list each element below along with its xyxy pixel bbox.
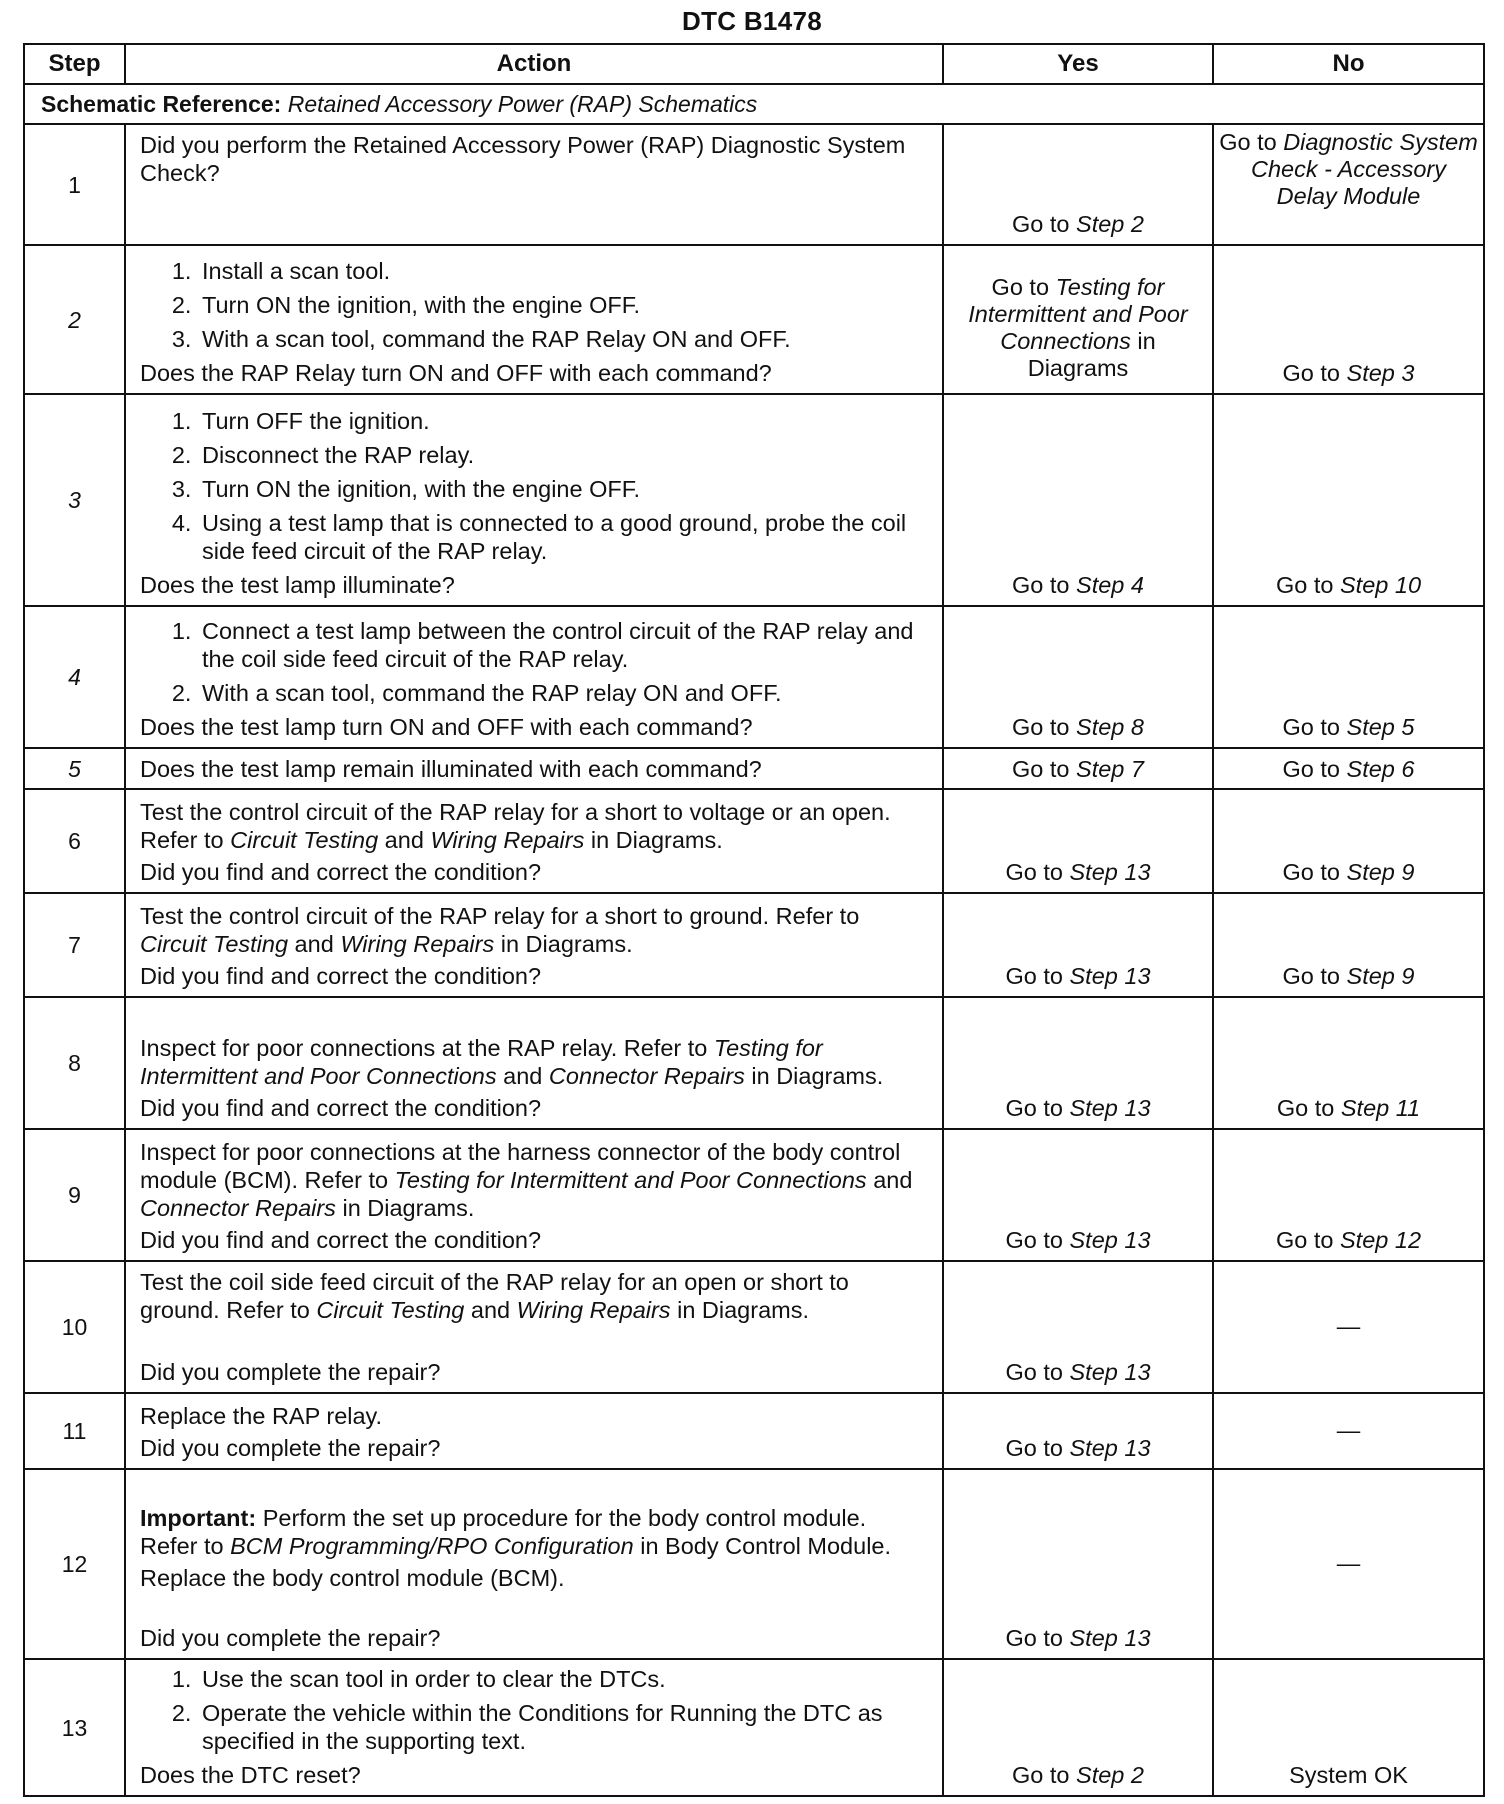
action-text [140, 1138, 930, 1222]
table-row [24, 1659, 1484, 1796]
goto-text: Go to [1005, 1095, 1070, 1121]
schematic-reference [24, 84, 1484, 124]
action-text [140, 902, 930, 958]
action-steps [140, 257, 930, 353]
yes-cell [943, 1261, 1213, 1393]
step-number: 13 [24, 1659, 125, 1796]
goto-text: Go to [1282, 963, 1347, 989]
action-cell [125, 245, 943, 394]
action-cell [125, 1469, 943, 1659]
table-row [24, 394, 1484, 606]
schematic-label: Schematic Reference: [41, 91, 282, 117]
question-text: Did you perform the Retained Accessory Power (RAP) Diagnostic System Check? [140, 132, 906, 186]
conjunction-text: and [866, 1167, 913, 1193]
action-text-body: Inspect for poor connections at the RAP relay. Refer to [140, 1035, 714, 1061]
no-link[interactable]: Step 12 [1340, 1227, 1422, 1253]
yes-link[interactable]: Step 7 [1076, 755, 1144, 782]
goto-text: Go to [1275, 1227, 1340, 1253]
reference-link[interactable]: Connector Repairs [548, 1063, 745, 1089]
yes-cell [943, 1393, 1213, 1469]
yes-cell [943, 394, 1213, 606]
yes-cell [943, 606, 1213, 748]
no-cell [1213, 1469, 1484, 1659]
question-text: Did you complete the repair? [140, 1359, 441, 1385]
dash-text: — [1336, 1550, 1361, 1576]
reference-link[interactable]: Wiring Repairs [516, 1297, 671, 1323]
spacer [140, 1328, 930, 1358]
list-item: 2. Disconnect the RAP relay. [198, 441, 930, 469]
goto-text: Go to [1282, 859, 1347, 885]
action-text [140, 1268, 930, 1324]
question-text: Did you complete the repair? [140, 1625, 441, 1651]
important-text: Perform the set up procedure for the body control module. Refer to [140, 1505, 867, 1559]
spacer [140, 1596, 930, 1624]
step-number: 10 [24, 1261, 125, 1393]
step-number: 1 [24, 124, 125, 245]
no-cell [1213, 789, 1484, 893]
yes-cell [943, 1129, 1213, 1261]
question-text: Did you find and correct the condition? [140, 859, 542, 885]
list-item: 1. Install a scan tool. [198, 257, 930, 285]
step-number: 4 [24, 606, 125, 748]
table-row [24, 245, 1484, 394]
no-cell [1213, 606, 1484, 748]
table-row [24, 1129, 1484, 1261]
list-item: 4. Using a test lamp that is connected to a good ground, probe the coil side feed circuit of the RAP relay. [198, 509, 930, 565]
step-number: 12 [24, 1469, 125, 1659]
table-row [24, 1469, 1484, 1659]
no-link[interactable]: Diagnostic System Check - Accessory Delay Module [1250, 129, 1478, 209]
yes-link[interactable]: Step 13 [1069, 1435, 1151, 1461]
dash-text: — [1336, 1417, 1361, 1443]
no-link[interactable]: Step 11 [1340, 1095, 1421, 1121]
goto-text: Go to [1012, 755, 1077, 782]
yes-link[interactable]: Step 2 [1076, 1762, 1144, 1788]
table-row [24, 789, 1484, 893]
header-action: Action [125, 44, 943, 84]
page-title: DTC B1478 [682, 6, 822, 36]
reference-link[interactable]: Circuit Testing [230, 827, 379, 853]
yes-link[interactable]: Step 8 [1076, 714, 1144, 740]
system-ok-text: System OK [1289, 1762, 1408, 1788]
yes-link[interactable]: Step 13 [1069, 1359, 1151, 1385]
yes-cell [943, 1469, 1213, 1659]
action-text-body: Test the control circuit of the RAP relay for a short to ground. Refer to [140, 903, 860, 929]
list-item: 1. Use the scan tool in order to clear the DTCs. [198, 1665, 930, 1693]
no-cell [1213, 893, 1484, 997]
reference-link[interactable]: Circuit Testing [316, 1297, 465, 1323]
no-cell [1213, 394, 1484, 606]
no-link[interactable]: Step 10 [1340, 572, 1422, 598]
reference-link[interactable]: Wiring Repairs [340, 931, 495, 957]
header-no: No [1213, 44, 1484, 84]
goto-text: Go to [1012, 211, 1077, 237]
dash-text: — [1336, 1313, 1361, 1339]
action-text-tail: in Diagrams. [584, 827, 723, 853]
goto-text: Go to [991, 274, 1056, 300]
step-number: 6 [24, 789, 125, 893]
goto-text: Go to [1005, 1625, 1070, 1651]
goto-text: Go to [1012, 1762, 1077, 1788]
goto-text: Go to [1005, 963, 1070, 989]
question-text: Does the RAP Relay turn ON and OFF with each command? [140, 360, 772, 386]
action-cell [125, 606, 943, 748]
yes-cell [943, 789, 1213, 893]
action-text: Replace the body control module (BCM). [140, 1565, 565, 1591]
yes-link[interactable]: Step 13 [1069, 1227, 1151, 1253]
yes-cell [943, 1659, 1213, 1796]
goto-text: Go to [1282, 360, 1347, 386]
action-cell [125, 124, 943, 245]
table-row [24, 606, 1484, 748]
goto-text: Go to [1282, 714, 1347, 740]
yes-cell [943, 245, 1213, 394]
action-cell [125, 893, 943, 997]
important-tail: in Body Control Module. [633, 1533, 892, 1559]
yes-link[interactable]: Step 13 [1069, 1095, 1151, 1121]
action-text-tail: in Diagrams. [744, 1063, 884, 1089]
no-link[interactable]: Step 5 [1346, 714, 1415, 740]
table-row [24, 997, 1484, 1129]
reference-link[interactable]: Wiring Repairs [430, 827, 585, 853]
goto-text: Go to [1005, 859, 1070, 885]
no-cell [1213, 1393, 1484, 1469]
question-text: Does the test lamp remain illuminated with each command? [140, 755, 762, 782]
action-text-body: Inspect for poor connections at the harness connector of the body control module (BCM). Refer to [140, 1139, 901, 1193]
conjunction-text: and [288, 931, 341, 957]
list-item: 1. Turn OFF the ignition. [198, 407, 930, 435]
diagnostic-table [23, 43, 1485, 1797]
list-item: 3. Turn ON the ignition, with the engine OFF. [198, 475, 930, 503]
action-steps [140, 617, 930, 707]
action-cell [125, 1393, 943, 1469]
yes-link[interactable]: Step 13 [1069, 963, 1151, 989]
action-cell [125, 1129, 943, 1261]
important-label: Important: [140, 1505, 257, 1531]
action-text-tail: in Diagrams. [335, 1195, 475, 1221]
table-row [24, 893, 1484, 997]
yes-link[interactable]: Step 13 [1069, 859, 1151, 885]
action-text [140, 798, 930, 854]
no-cell [1213, 1129, 1484, 1261]
reference-link[interactable]: BCM Programming/RPO Configuration [230, 1533, 634, 1559]
yes-cell [943, 893, 1213, 997]
header-yes: Yes [943, 44, 1213, 84]
list-item: 3. With a scan tool, command the RAP Relay ON and OFF. [198, 325, 930, 353]
yes-cell [943, 124, 1213, 245]
list-item: 2. Turn ON the ignition, with the engine OFF. [198, 291, 930, 319]
no-cell [1213, 245, 1484, 394]
action-text: Replace the RAP relay. [140, 1403, 383, 1429]
action-cell [125, 748, 943, 789]
step-number: 7 [24, 893, 125, 997]
reference-link[interactable]: Circuit Testing [140, 931, 289, 957]
action-cell [125, 394, 943, 606]
action-text [140, 1034, 930, 1090]
no-cell [1213, 997, 1484, 1129]
no-link[interactable]: Step 9 [1346, 963, 1415, 989]
action-steps [140, 1665, 930, 1755]
question-text: Did you find and correct the condition? [140, 1227, 542, 1253]
reference-link[interactable]: Testing for Intermittent and Poor Connections [394, 1167, 867, 1193]
action-cell [125, 789, 943, 893]
schematic-link[interactable]: Retained Accessory Power (RAP) Schematics [287, 91, 758, 117]
goto-text: Go to [1012, 572, 1077, 598]
goto-text: Go to [1282, 755, 1347, 782]
no-cell [1213, 124, 1484, 245]
table-header-row [24, 44, 1484, 84]
yes-link[interactable]: Step 4 [1076, 572, 1144, 598]
no-cell [1213, 1659, 1484, 1796]
no-cell [1213, 748, 1484, 789]
schematic-reference-row [24, 84, 1484, 124]
important-note [140, 1504, 930, 1560]
table-row [24, 1393, 1484, 1469]
conjunction-text: and [464, 1297, 517, 1323]
yes-link[interactable]: Testing for Intermittent and Poor Connections [968, 274, 1188, 354]
goto-text: Go to [1219, 129, 1284, 155]
list-item: 2. Operate the vehicle within the Conditions for Running the DTC as specified in the supporting text. [198, 1699, 930, 1755]
question-text: Did you complete the repair? [140, 1435, 441, 1461]
question-text: Does the test lamp illuminate? [140, 572, 455, 598]
question-text: Did you find and correct the condition? [140, 1095, 542, 1121]
step-number: 11 [24, 1393, 125, 1469]
reference-link[interactable]: Connector Repairs [140, 1195, 336, 1221]
step-number: 9 [24, 1129, 125, 1261]
action-cell [125, 1261, 943, 1393]
goto-text: Go to [1275, 572, 1340, 598]
no-cell [1213, 1261, 1484, 1393]
no-link[interactable]: Step 9 [1346, 859, 1415, 885]
conjunction-text: and [496, 1063, 549, 1089]
conjunction-text: and [378, 827, 431, 853]
question-text: Does the DTC reset? [140, 1762, 361, 1788]
yes-link[interactable]: Step 13 [1069, 1625, 1151, 1651]
list-item: 1. Connect a test lamp between the control circuit of the RAP relay and the coil side feed circuit of the RAP relay. [198, 617, 930, 673]
reference-link[interactable]: Testing for Intermittent and Poor Connections [140, 1035, 823, 1089]
no-link[interactable]: Step 6 [1346, 755, 1415, 782]
question-text: Did you find and correct the condition? [140, 963, 542, 989]
yes-link[interactable]: Step 2 [1076, 211, 1144, 237]
action-text-body: Test the coil side feed circuit of the RAP relay for an open or short to ground. Refer to [140, 1269, 849, 1323]
table-row [24, 124, 1484, 245]
action-text-tail: in Diagrams. [494, 931, 633, 957]
yes-cell [943, 748, 1213, 789]
table-row [24, 748, 1484, 789]
goto-text: Go to [1012, 714, 1077, 740]
header-step: Step [24, 44, 125, 84]
goto-text: Go to [1005, 1227, 1070, 1253]
step-number: 2 [24, 245, 125, 394]
action-cell [125, 997, 943, 1129]
action-text-tail: in Diagrams. [670, 1297, 809, 1323]
yes-cell [943, 997, 1213, 1129]
no-link[interactable]: Step 3 [1346, 360, 1415, 386]
question-text: Does the test lamp turn ON and OFF with each command? [140, 714, 753, 740]
goto-text: Go to [1005, 1359, 1070, 1385]
suffix-text: in Diagrams [1027, 328, 1156, 381]
step-number: 3 [24, 394, 125, 606]
step-number: 5 [24, 748, 125, 789]
table-row [24, 1261, 1484, 1393]
step-number: 8 [24, 997, 125, 1129]
goto-text: Go to [1276, 1095, 1341, 1121]
action-text-body: Test the control circuit of the RAP relay for a short to voltage or an open. Refer to [140, 799, 891, 853]
action-steps [140, 407, 930, 565]
action-cell [125, 1659, 943, 1796]
list-item: 2. With a scan tool, command the RAP relay ON and OFF. [198, 679, 930, 707]
goto-text: Go to [1005, 1435, 1070, 1461]
